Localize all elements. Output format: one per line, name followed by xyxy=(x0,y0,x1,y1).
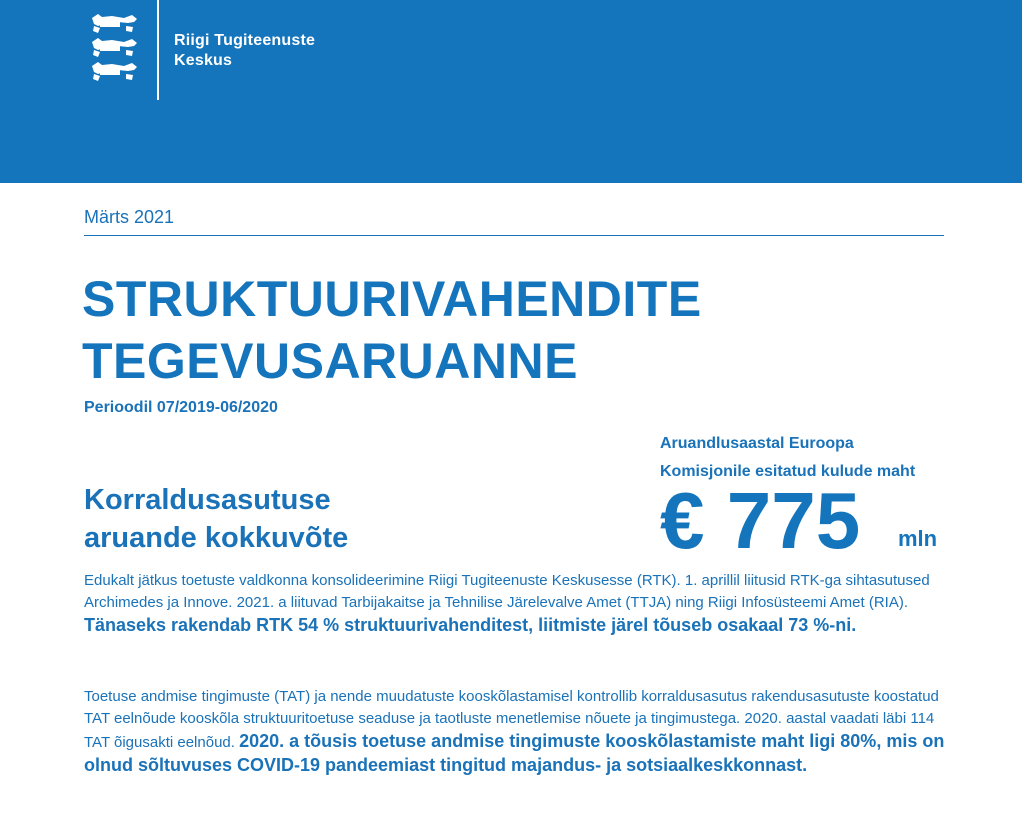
stat-label-line1: Aruandlusaastal Euroopa xyxy=(660,435,854,452)
stat-label-line2: Komisjonile esitatud kulude maht xyxy=(660,463,916,480)
report-date: Märts 2021 xyxy=(84,207,175,227)
stat-value: € 775 xyxy=(660,476,861,565)
report-period: Perioodil 07/2019-06/2020 xyxy=(84,399,278,416)
page-title-line2: TEGEVUSARUANNE xyxy=(82,333,578,389)
organization-name xyxy=(174,31,315,71)
stat-unit: mln xyxy=(898,526,938,551)
summary-heading xyxy=(84,481,348,557)
organization-name-line2: Keskus xyxy=(174,52,233,69)
paragraph-text: Edukalt jätkus toetuste valdkonna konsolideerimine Riigi Tugiteenuste Keskusesse (RTK). 1. aprillil liitusid RTK-ga sihtasutused Archimedes ja Innove. 2021. a liituvad Tarbijakaitse ja Tehnilise Järelevalve Amet (TTJA) ning Riigi Infosüsteemi Amet (RIA). xyxy=(84,572,930,611)
date-rule xyxy=(84,235,944,236)
paragraph-text: Toetuse andmise tingimuste (TAT) ja nende muudatuste kooskõlastamisel kontrollib korraldusasutus rakendusasutuste koostatud TAT eelnõude kooskõla struktuuritoetuse seaduse ja taotluste menetlemise nõuete ja tingimustega. 2020. aastal vaadati läbi 114 TAT õigusakti eelnõud. xyxy=(84,688,939,751)
estonian-three-lions-crest-icon xyxy=(86,12,142,84)
page-title xyxy=(82,268,702,392)
header-banner xyxy=(0,0,1022,183)
paragraph-highlight: 2020. a tõusis toetuse andmise tingimuste kooskõlastamiste maht ligi 80%, mis on olnud sõltuvuses COVID-19 pandeemiast tingitud majandus- ja sotsiaalkeskkonnast. xyxy=(84,731,945,775)
summary-heading-line2: aruande kokkuvõte xyxy=(84,522,349,554)
header-divider xyxy=(157,0,159,100)
paragraph-tat xyxy=(84,686,954,778)
paragraph-consolidation xyxy=(84,570,954,638)
page-title-line1: STRUKTUURIVAHENDITE xyxy=(82,271,702,327)
summary-heading-line1: Korraldusasutuse xyxy=(84,484,331,516)
paragraph-highlight: Tänaseks rakendab RTK 54 % struktuurivahenditest, liitmiste järel tõuseb osakaal 73 %-ni. xyxy=(84,615,857,635)
organization-name-line1: Riigi Tugiteenuste xyxy=(174,32,316,49)
